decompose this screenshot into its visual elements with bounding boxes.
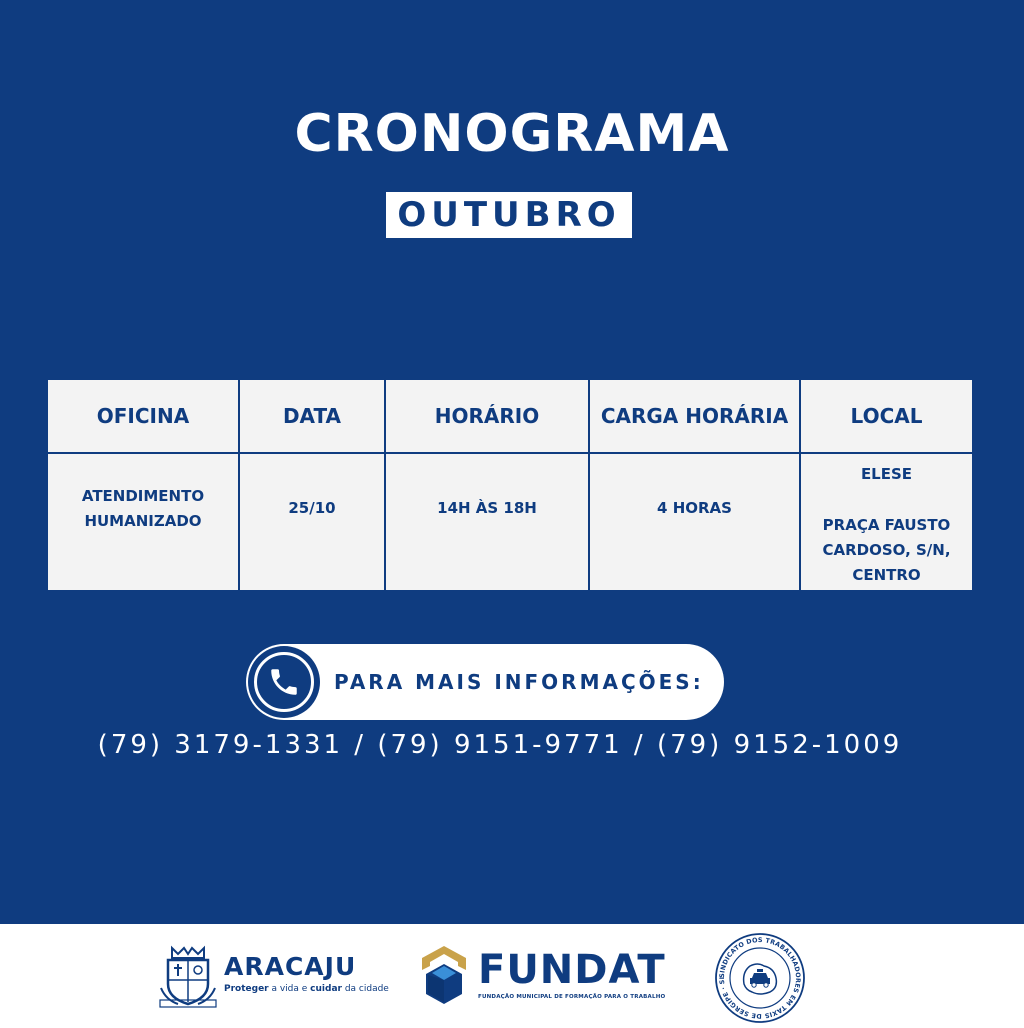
footer-logos [0, 924, 1024, 1024]
cell-horario: 14H ÀS 18H [385, 453, 589, 591]
aracaju-crest-icon [158, 944, 218, 1010]
aracaju-wordmark: ARACAJU [224, 952, 357, 981]
sintax-seal [714, 932, 806, 1024]
fundat-wordmark: FUNDAT [478, 947, 666, 993]
table-header-row [47, 379, 973, 453]
header-data: DATA [239, 379, 385, 453]
cell-carga: 4 HORAS [589, 453, 800, 591]
month-badge [386, 192, 632, 238]
month-label: OUTUBRO [397, 195, 621, 235]
sintax-seal-icon [714, 932, 806, 1024]
phone-icon-badge [248, 646, 320, 718]
cell-oficina: ATENDIMENTO HUMANIZADO [47, 453, 239, 591]
sintax-seal-text: SINDICATO DOS TRABALHADORES EM TAXIS DE SERGIPE · SI [717, 935, 803, 1021]
phone-numbers: (79) 3179-1331 / (79) 9151-9771 / (79) 9152-1009 [97, 730, 903, 760]
cell-data: 25/10 [239, 453, 385, 591]
aracaju-tagline: Proteger a vida e cuidar da cidade [224, 984, 389, 994]
header-local: LOCAL [800, 379, 973, 453]
info-pill [246, 644, 724, 720]
fundat-hexagon-icon [418, 944, 470, 1008]
cell-local [800, 453, 973, 591]
schedule-table [46, 378, 974, 592]
page-title: CRONOGRAMA [294, 104, 730, 164]
fundat-logo [418, 942, 666, 1012]
local-address: PRAÇA FAUSTO CARDOSO, S/N, CENTRO [822, 516, 951, 584]
fundat-subtitle: FUNDAÇÃO MUNICIPAL DE FORMAÇÃO PARA O TRABALHO [478, 994, 666, 1000]
header-carga-horaria: CARGA HORÁRIA [589, 379, 800, 453]
info-label: PARA MAIS INFORMAÇÕES: [334, 670, 704, 694]
header-horario: HORÁRIO [385, 379, 589, 453]
table-row [47, 453, 973, 591]
header-oficina: OFICINA [47, 379, 239, 453]
phone-icon [267, 665, 301, 699]
aracaju-logo [158, 944, 389, 1010]
local-name: ELESE [860, 465, 913, 483]
